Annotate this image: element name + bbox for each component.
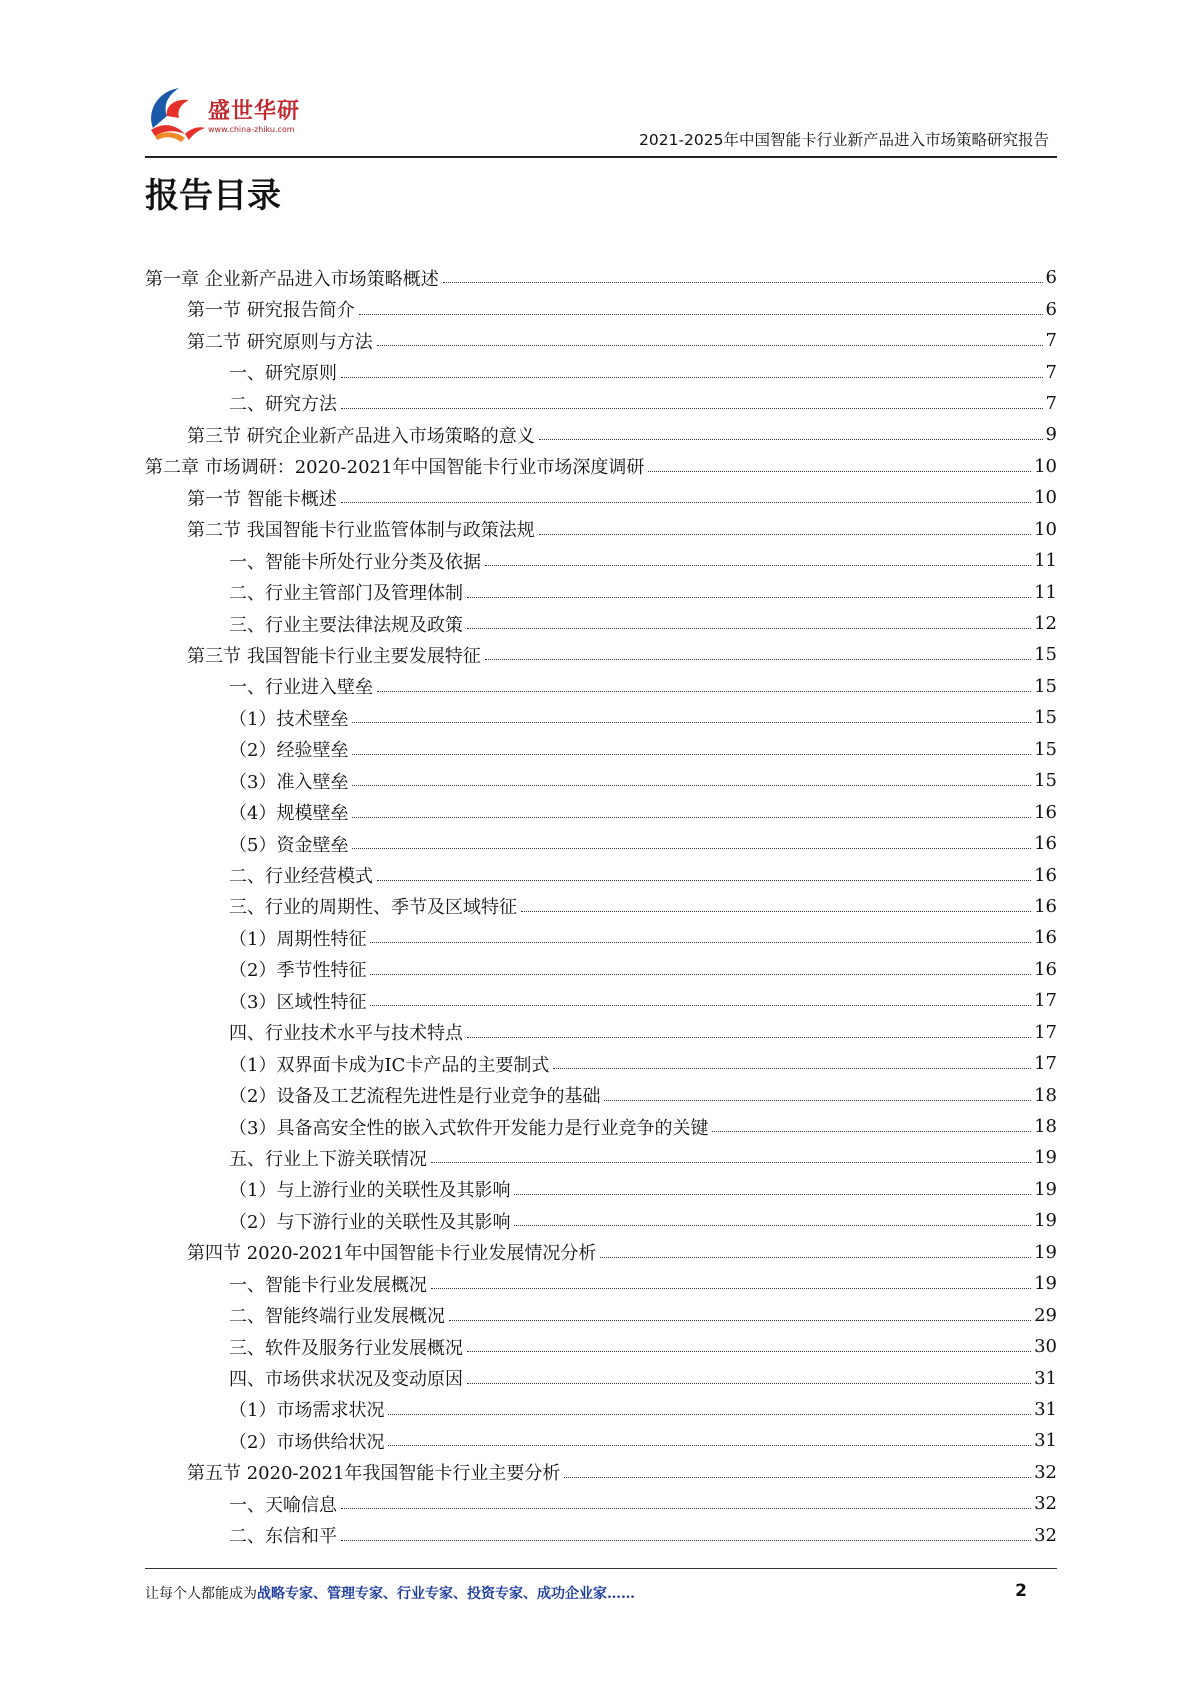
- toc-entry[interactable]: [145, 954, 1057, 985]
- toc-entry[interactable]: [145, 293, 1057, 324]
- toc-leader-dots: [514, 1225, 1031, 1226]
- toc-entry[interactable]: [145, 859, 1057, 890]
- toc-entry[interactable]: [145, 1017, 1057, 1048]
- logo-emblem-icon: [145, 84, 207, 144]
- toc-entry[interactable]: [145, 576, 1057, 607]
- toc-leader-dots: [485, 659, 1031, 660]
- toc-entry-label: 四、行业技术水平与技术特点: [229, 1019, 467, 1045]
- toc-entry[interactable]: [145, 891, 1057, 922]
- toc-leader-dots: [370, 942, 1031, 943]
- toc-entry-label: （3）准入壁垒: [229, 768, 352, 794]
- toc-entry[interactable]: [145, 985, 1057, 1016]
- toc-entry-label: 三、行业的周期性、季节及区域特征: [229, 893, 521, 919]
- toc-entry[interactable]: [145, 1237, 1057, 1268]
- toc-entry-page: 17: [1034, 990, 1057, 1012]
- toc-entry-page: 9: [1045, 424, 1057, 446]
- header-divider: [145, 156, 1057, 158]
- toc-leader-dots: [370, 974, 1031, 975]
- toc-entry[interactable]: [145, 1174, 1057, 1205]
- toc-leader-dots: [341, 502, 1031, 503]
- toc-entry-label: 第一节 智能卡概述: [187, 485, 341, 511]
- report-title: 2021-2025年中国智能卡行业新产品进入市场策略研究报告: [639, 131, 1049, 149]
- page-header: [145, 80, 1057, 158]
- toc-entry-page: 16: [1034, 801, 1057, 823]
- toc-entry-label: 第二章 市场调研：2020-2021年中国智能卡行业市场深度调研: [145, 453, 648, 479]
- toc-entry[interactable]: [145, 922, 1057, 953]
- toc-entry[interactable]: [145, 702, 1057, 733]
- toc-leader-dots: [467, 1351, 1031, 1352]
- toc-entry-label: 二、智能终端行业发展概况: [229, 1302, 449, 1328]
- toc-entry[interactable]: [145, 1488, 1057, 1519]
- toc-entry-page: 7: [1045, 361, 1057, 383]
- toc-entry-label: 一、智能卡行业发展概况: [229, 1271, 431, 1297]
- toc-entry-page: 17: [1034, 1053, 1057, 1075]
- toc-leader-dots: [553, 1068, 1031, 1069]
- toc-leader-dots: [443, 282, 1043, 283]
- toc-entry-page: 32: [1034, 1524, 1057, 1546]
- toc-entry-label: 第五节 2020-2021年我国智能卡行业主要分析: [187, 1459, 564, 1485]
- toc-entry-page: 6: [1045, 267, 1057, 289]
- footer-slogan-prefix: 让每个人都能成为: [145, 1586, 257, 1602]
- toc-entry-label: （2）季节性特征: [229, 956, 370, 982]
- toc-leader-dots: [388, 1414, 1031, 1415]
- toc-entry-page: 7: [1045, 392, 1057, 414]
- toc-entry-page: 15: [1034, 675, 1057, 697]
- toc-leader-dots: [467, 1037, 1031, 1038]
- toc-entry-label: 第二节 研究原则与方法: [187, 328, 377, 354]
- toc-entry[interactable]: [145, 545, 1057, 576]
- toc-entry[interactable]: [145, 1362, 1057, 1393]
- toc-entry-page: 15: [1034, 644, 1057, 666]
- toc-entry-page: 32: [1034, 1493, 1057, 1515]
- toc-leader-dots: [341, 1540, 1031, 1541]
- toc-entry-page: 16: [1034, 958, 1057, 980]
- toc-entry[interactable]: [145, 1457, 1057, 1488]
- toc-entry[interactable]: [145, 262, 1057, 293]
- toc-leader-dots: [449, 1320, 1031, 1321]
- toc-leader-dots: [341, 408, 1043, 409]
- toc-leader-dots: [352, 754, 1031, 755]
- toc-entry-label: 一、行业进入壁垒: [229, 673, 377, 699]
- toc-leader-dots: [359, 314, 1043, 315]
- toc-entry-label: 二、行业经营模式: [229, 862, 377, 888]
- toc-entry-label: 三、软件及服务行业发展概况: [229, 1334, 467, 1360]
- toc-entry[interactable]: [145, 1048, 1057, 1079]
- toc-entry-label: （2）市场供给状况: [229, 1428, 388, 1454]
- toc-entry-label: （1）双界面卡成为IC卡产品的主要制式: [229, 1051, 553, 1077]
- toc-leader-dots: [564, 1477, 1031, 1478]
- toc-entry-page: 30: [1034, 1336, 1057, 1358]
- toc-entry[interactable]: [145, 451, 1057, 482]
- footer-slogan-highlight: 战略专家、管理专家、行业专家、投资专家、成功企业家……: [257, 1586, 635, 1602]
- toc-leader-dots: [467, 628, 1031, 629]
- toc-entry-page: 31: [1034, 1398, 1057, 1420]
- toc-leader-dots: [712, 1131, 1031, 1132]
- logo-url: www.china-zhiku.com: [208, 125, 295, 134]
- toc-entry-page: 16: [1034, 864, 1057, 886]
- toc-leader-dots: [352, 785, 1031, 786]
- footer-slogan: [145, 1583, 635, 1603]
- toc-entry-page: 19: [1034, 1147, 1057, 1169]
- toc-leader-dots: [377, 691, 1031, 692]
- toc-entry-label: 一、智能卡所处行业分类及依据: [229, 548, 485, 574]
- toc-entry-page: 10: [1034, 518, 1057, 540]
- toc-entry[interactable]: [145, 1079, 1057, 1110]
- toc-entry[interactable]: [145, 1331, 1057, 1362]
- toc-entry[interactable]: [145, 356, 1057, 387]
- toc-entry[interactable]: [145, 514, 1057, 545]
- toc-entry-page: 15: [1034, 770, 1057, 792]
- toc-leader-dots: [377, 880, 1031, 881]
- toc-entry[interactable]: [145, 1111, 1057, 1142]
- toc-entry-label: 第一节 研究报告简介: [187, 296, 359, 322]
- toc-leader-dots: [352, 817, 1031, 818]
- page-footer: [145, 1583, 1057, 1605]
- toc-entry-label: （1）与上游行业的关联性及其影响: [229, 1176, 514, 1202]
- toc-entry-label: （3）具备高安全性的嵌入式软件开发能力是行业竞争的关键: [229, 1114, 712, 1140]
- toc-leader-dots: [431, 1288, 1031, 1289]
- toc-entry-label: （3）区域性特征: [229, 988, 370, 1014]
- toc-leader-dots: [648, 471, 1031, 472]
- toc-entry-label: 第四节 2020-2021年中国智能卡行业发展情况分析: [187, 1239, 600, 1265]
- toc-leader-dots: [388, 1445, 1031, 1446]
- toc-entry-label: 三、行业主要法律法规及政策: [229, 611, 467, 637]
- toc-leader-dots: [341, 1508, 1031, 1509]
- toc-entry-page: 10: [1034, 455, 1057, 477]
- toc-entry-label: （1）市场需求状况: [229, 1396, 388, 1422]
- toc-entry-label: 二、研究方法: [229, 390, 341, 416]
- toc-entry-page: 19: [1034, 1241, 1057, 1263]
- page-title: 报告目录: [145, 176, 281, 216]
- toc-entry[interactable]: [145, 1205, 1057, 1236]
- toc-entry-label: 二、东信和平: [229, 1522, 341, 1548]
- toc-entry-page: 31: [1034, 1367, 1057, 1389]
- toc-entry-label: （2）与下游行业的关联性及其影响: [229, 1208, 514, 1234]
- toc-leader-dots: [539, 534, 1031, 535]
- toc-entry-label: 第三节 我国智能卡行业主要发展特征: [187, 642, 485, 668]
- toc-entry-label: 第二节 我国智能卡行业监管体制与政策法规: [187, 516, 539, 542]
- toc-entry-label: （5）资金壁垒: [229, 831, 352, 857]
- toc-entry[interactable]: [145, 482, 1057, 513]
- toc-entry-page: 19: [1034, 1210, 1057, 1232]
- toc-leader-dots: [352, 848, 1031, 849]
- toc-entry-label: 第一章 企业新产品进入市场策略概述: [145, 265, 443, 291]
- toc-leader-dots: [370, 1005, 1031, 1006]
- toc-entry-page: 19: [1034, 1178, 1057, 1200]
- logo-name: 盛世华研: [208, 99, 301, 124]
- toc-entry-label: （4）规模壁垒: [229, 799, 352, 825]
- toc-entry-label: 五、行业上下游关联情况: [229, 1145, 431, 1171]
- toc-leader-dots: [600, 1257, 1031, 1258]
- toc-leader-dots: [604, 1100, 1031, 1101]
- toc-leader-dots: [521, 911, 1031, 912]
- toc-entry-page: 11: [1034, 581, 1057, 603]
- toc-entry[interactable]: [145, 1299, 1057, 1330]
- toc-entry-page: 29: [1034, 1304, 1057, 1326]
- toc-entry-label: 一、研究原则: [229, 359, 341, 385]
- toc-leader-dots: [377, 345, 1043, 346]
- toc-entry-page: 10: [1034, 487, 1057, 509]
- toc-leader-dots: [539, 439, 1043, 440]
- toc-entry-page: 17: [1034, 1021, 1057, 1043]
- toc-leader-dots: [431, 1162, 1031, 1163]
- toc-entry-label: （2）设备及工艺流程先进性是行业竞争的基础: [229, 1082, 604, 1108]
- toc-entry-page: 12: [1034, 613, 1057, 635]
- toc-entry-page: 32: [1034, 1461, 1057, 1483]
- toc-entry[interactable]: [145, 608, 1057, 639]
- toc-entry[interactable]: [145, 734, 1057, 765]
- toc-entry[interactable]: [145, 1520, 1057, 1551]
- toc-entry[interactable]: [145, 325, 1057, 356]
- toc-entry[interactable]: [145, 796, 1057, 827]
- toc-entry-label: （2）经验壁垒: [229, 736, 352, 762]
- toc-entry-label: 二、行业主管部门及管理体制: [229, 579, 467, 605]
- toc-entry-page: 6: [1045, 298, 1057, 320]
- toc-leader-dots: [467, 597, 1031, 598]
- toc-leader-dots: [514, 1194, 1031, 1195]
- toc-entry[interactable]: [145, 828, 1057, 859]
- toc-entry[interactable]: [145, 765, 1057, 796]
- toc-leader-dots: [467, 1383, 1031, 1384]
- toc-entry[interactable]: [145, 1268, 1057, 1299]
- toc-entry-label: 第三节 研究企业新产品进入市场策略的意义: [187, 422, 539, 448]
- toc-leader-dots: [352, 722, 1031, 723]
- toc-entry-page: 16: [1034, 927, 1057, 949]
- toc-entry[interactable]: [145, 671, 1057, 702]
- toc-entry[interactable]: [145, 639, 1057, 670]
- toc-entry-page: 19: [1034, 1273, 1057, 1295]
- company-logo: [145, 84, 325, 144]
- toc-entry-label: （1）周期性特征: [229, 925, 370, 951]
- toc-entry[interactable]: [145, 1425, 1057, 1456]
- toc-entry-page: 31: [1034, 1430, 1057, 1452]
- toc-entry-page: 16: [1034, 895, 1057, 917]
- toc-entry-label: （1）技术壁垒: [229, 705, 352, 731]
- footer-divider: [145, 1568, 1057, 1569]
- toc-entry-page: 11: [1034, 550, 1057, 572]
- toc-leader-dots: [341, 377, 1043, 378]
- toc-entry-label: 一、天喻信息: [229, 1491, 341, 1517]
- toc-entry-page: 15: [1034, 707, 1057, 729]
- toc-entry[interactable]: [145, 388, 1057, 419]
- toc-entry-page: 16: [1034, 833, 1057, 855]
- toc-entry-label: 四、市场供求状况及变动原因: [229, 1365, 467, 1391]
- toc-entry-page: 18: [1034, 1116, 1057, 1138]
- toc-entry-page: 18: [1034, 1084, 1057, 1106]
- toc-leader-dots: [485, 565, 1031, 566]
- page-number: 2: [1015, 1581, 1027, 1601]
- toc-entry-page: 15: [1034, 738, 1057, 760]
- toc-entry-page: 7: [1045, 330, 1057, 352]
- toc-entry[interactable]: [145, 1142, 1057, 1173]
- toc-entry[interactable]: [145, 1394, 1057, 1425]
- toc-entry[interactable]: [145, 419, 1057, 450]
- table-of-contents: [145, 262, 1057, 1551]
